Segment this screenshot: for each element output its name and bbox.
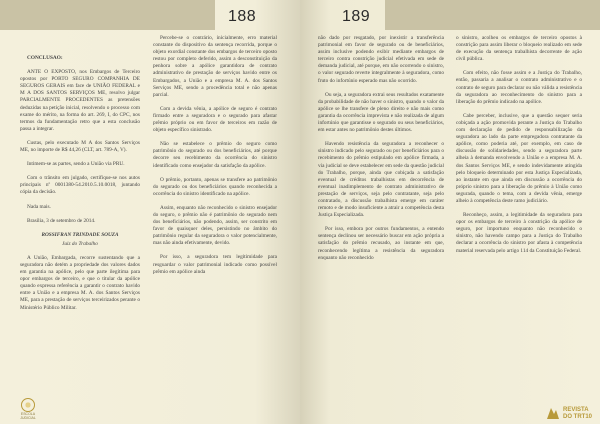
right-column-1 <box>318 35 444 400</box>
paragraph: Cabe perceber, inclusive, que a questão sequer seria cobiçada a ação promovida perante a Justiça do Trabalho com declaração de pedido de responsabilização da seguradora ao lado da parte empregadora contratante da apólice, como poderia até, por exemplo, em caso de discussão de solidariedades, sendo a seguradora parte alheia à demanda envolvendo a União e a empresa M. A. dos Santos Serviços ME, e sendo indevidamente atingida pelo bloqueio determinado por esta Justiça Especializada, ao instante em que ainda em discussão a ocorrência do próprio sinistro para a liberação do prêmio à União como segurada, quando o tema, com a devida vênia, emerge alheio à competência deste ramo judiciário. <box>456 112 582 204</box>
left-column-2 <box>153 35 277 400</box>
left-column-1 <box>20 55 140 400</box>
paragraph: Assim, enquanto não reconhecido o sinistro ensejador do seguro, o prêmio não é patrimônio do segurado nem dos beneficiários, não podendo, assim, ser constrito em favor de quaisquer deles, persistindo no âmbito do patrimônio regular da seguradora o valor potencialmente, mas não ainda efetivamente, devido. <box>153 204 277 247</box>
revista-logo <box>545 405 592 421</box>
paragraph: Reconheço, assim, a legitimidade da seguradora para opor os embargos de terceiro à constrição da apólice de seguro, por importuno enquanto não reconhecido o sinistro, não havendo campo para a Justiça do Trabalho declarar a ocorrência do sinistro por afasta à competência material reservada pelo artigo 114 da Constituição Federal. <box>456 212 582 254</box>
paragraph: Ou seja, a seguradora extrai seus resultados exatamente da probabilidade de não haver o sinistro, quando o valor da apólice se lhe transfere de pleno direito e não mais como garantia da ocorrência imprevista e não realizada de algum infortúnio que garantisse o segurado ou seus beneficiários, em estar antes no patrimônio destes últimos. <box>318 91 444 134</box>
escola-judicial-logo <box>14 398 42 420</box>
paragraph: o sinistro, acolheu os embargos de terceiro opostos à constrição para assim liberar o bloqueio realizado em sede de execução da sentença trabalhista decorrente de ação civil pública. <box>456 35 582 63</box>
right-header-bar <box>385 0 600 30</box>
paragraph: Por isso, embora por outros fundamentos, a entendo sentença declinou ser necessário buscar em ação própria a satisfação do prêmio recusado, ao instante em que, reconhecendo legítima a resistência da seguradora enquanto não reconhecido <box>318 226 444 261</box>
paragraph: ROSSIFRAN TRINDADE SOUZA <box>41 231 119 238</box>
paragraph: A União, Embargada, recorre sustentando que a seguradora não detém a propriedade dos valores dados em garantia na apólice, pelo que parte ilegítima para opor embargos de terceiro, e que o titular da apólice quando expressa referência a garantir o contrato havido entre a União e a empresa M. A. dos Santos Serviços ME, para a prestação de serviços terceirizados perante o Ministério Público Militar. <box>20 254 140 311</box>
paragraph: ANTE O EXPOSTO, nos Embargos de Terceiro opostos por PORTO SEGURO COMPANHIA DE SEGUROS GERAIS em face de UNIÃO FEDERAL e M A DOS SANTOS SERVIÇOS ME, resolvo julgar PARCIALMENTE PROCEDENTES as pretensões deduzidas na petição inicial, resolvendo o processo com exame do mérito, na forma do art. 269, I, do CPC, nos termos da fundamentação retro que a esta conclusão passa a integrar. <box>20 69 140 132</box>
paragraph: Intimem-se as partes, sendo a União via PRU. <box>27 161 125 168</box>
paragraph: Nada mais. <box>27 203 51 210</box>
left-header-bar <box>0 0 215 30</box>
right-page-number: 189 <box>342 8 371 25</box>
paragraph: Juiz do Trabalho <box>62 240 98 247</box>
revista-line-2: DO TRT10 <box>562 414 592 420</box>
paragraph: não dado por resgatado, por inexistir a transferência patrimonial em favor de segurado ou de beneficiários, assim inclusive podendo exibir mediante embargos de terceiro contra constrição judicial efetivada em sede de demanda judicial, até porque, em não ocorrendo o sinistro, o valor segurado reverte integralmente à seguradora, como fruto do infortúnio esperado mas não ocorrido. <box>318 35 444 84</box>
seal-icon <box>21 398 35 412</box>
right-column-2 <box>456 35 582 400</box>
paragraph: Brasília, 3 de setembro de 2014. <box>27 217 96 224</box>
paragraph: O prêmio, portanto, apenas se transfere ao patrimônio do segurado ou dos beneficiários quando reconhecida a ocorrência do sinistro identificado na apólice. <box>153 176 277 197</box>
paragraph: Com o trânsito em julgado, certifique-se nos autos principais nº 0001380-54.2010.5.10.0018, juntando cópia da decisão. <box>20 175 140 196</box>
paragraph: Não se estabelece o prêmio do seguro como patrimônio do segurado ou dos beneficiários, até porque decorre seu recebimento da ocorrência do sinistro identificado como ensejador da satisfação da apólice. <box>153 141 277 169</box>
paragraph: Havendo resistência da seguradora a reconhecer o sinistro indicado pelo segurado ou por beneficiários para o recebimento do prêmio estipulado em apólice firmada, a via judicial se deve estabelecer em sede da questão judicial do Trabalho, porque, ainda que cobiçada a satisfação eventual de créditos trabalhistas em decorrência de eventual inadimplemento de contrato administrativo de prestação de serviços, seja pelo contratante, seja pelo contratado, a discussão trabalhista emerge em caráter remoto e de modo insuficiente a atrair a competência desta Justiça Especializada. <box>318 141 444 219</box>
paragraph: CONCLUSÃO: <box>27 55 63 61</box>
revista-line-1: REVISTA <box>562 407 589 413</box>
paragraph: Custas, pelo executado M A dos Santos Serviços ME, no importe de R$ 44,26 (CLT, art. 789-A, V). <box>20 139 140 154</box>
paragraph: Percebe-se o contrário, inicialmente, erro material constante do dispositivo da sentença recorrida, porque o objeto exordial constante dos embargos de terceiro oposto restou por completo deferido, assim a desconstituição da penhora sobre a apólice garantidora de contrato administrativo de prestação de serviços havido entre os Embargados, a União e a empresa M. A. dos Santos Serviços ME, sendo a procedência total e não apenas parcial. <box>153 35 277 98</box>
paragraph: Com a devida vênia, a apólice de seguro é contrato firmado entre a seguradora e o segurado para afastar prêmio próprio ou em favor de terceiros em razão de objeto específico sinistrado. <box>153 105 277 134</box>
right-page <box>300 0 600 424</box>
paragraph: Com efeito, não fosse assim e a Justiça do Trabalho, então, passaria a analisar o contrato administrativo e o contrato de seguro para declarar ou não válida a resistência da seguradora ao reconhecimento do sinistro para a liberação do prêmio indicado na apólice. <box>456 70 582 105</box>
logo-caption: ESCOLA JUDICIAL <box>20 412 36 420</box>
left-page-number: 188 <box>228 8 257 25</box>
paragraph: Por isso, a seguradora tem legitimidade para resguardar o valor patrimonial indicado como possível prêmio em apólice ainda <box>153 254 277 275</box>
revista-mark-icon <box>545 405 561 421</box>
